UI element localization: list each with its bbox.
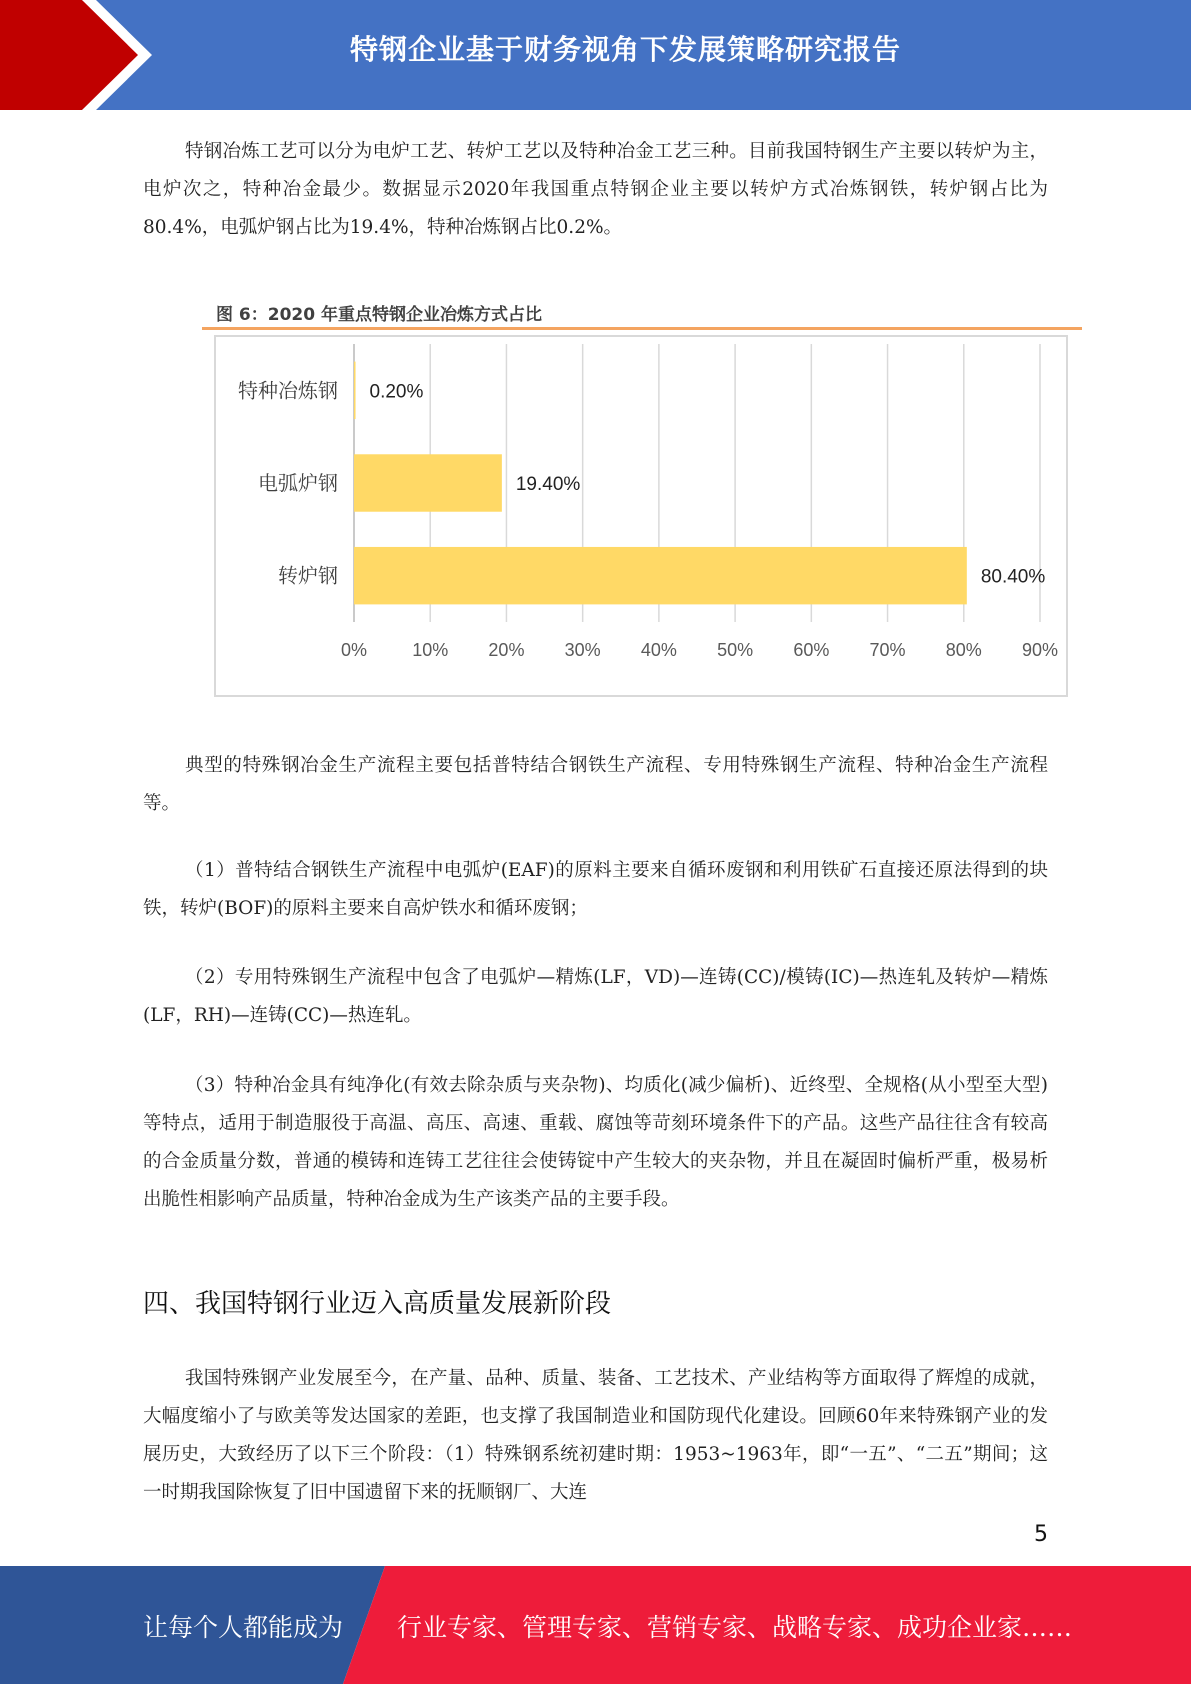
chart-bar bbox=[354, 454, 502, 511]
chart-xtick-label: 80% bbox=[945, 640, 982, 660]
footer-slogan-left: 让每个人都能成为 bbox=[143, 1613, 344, 1642]
chart-bar bbox=[354, 362, 356, 419]
chart-category-label: 转炉钢 bbox=[278, 563, 338, 588]
page-footer bbox=[0, 1566, 1191, 1684]
chart-data-label: 0.20% bbox=[369, 381, 424, 403]
chart-xtick-label: 90% bbox=[1021, 640, 1059, 660]
footer-slogan-right: 行业专家、管理专家、营销专家、战略专家、成功企业家…… bbox=[397, 1613, 1073, 1642]
chart-xtick-label: 70% bbox=[869, 640, 906, 660]
chart-data-label: 19.40% bbox=[515, 474, 581, 495]
paragraph-item-2: （2）专用特殊钢生产流程中包含了电弧炉—精炼(LF，VD)—连铸(CC)/模铸(IC)—热连轧及转炉—精炼(LF，RH)—连铸(CC)—热连轧。 bbox=[143, 967, 1048, 1026]
chart-xtick-label: 20% bbox=[488, 640, 525, 660]
paragraph-history: 我国特殊钢产业发展至今，在产量、品种、质量、装备、工艺技术、产业结构等方面取得了辉煌的成就，大幅度缩小了与欧美等发达国家的差距，也支撑了我国制造业和国防现代化建设。回顾60年来特殊钢产业的发展历史，大致经历了以下三个阶段：（1）特殊钢系统初建时期：1953~1963年，即“一五”、“二五”期间；这一时期我国除恢复了旧中国遗留下来的抚顺钢厂、大连 bbox=[143, 1368, 1048, 1503]
chart-bar bbox=[354, 547, 967, 604]
chart-xtick-label: 60% bbox=[793, 640, 830, 660]
chart-xtick-label: 50% bbox=[717, 640, 754, 660]
chart-data-label: 80.40% bbox=[980, 566, 1046, 588]
paragraph-processes: 典型的特殊钢冶金生产流程主要包括普特结合钢铁生产流程、专用特殊钢生产流程、特种冶金生产流程等。 bbox=[143, 755, 1048, 814]
paragraph-intro: 特钢冶炼工艺可以分为电炉工艺、转炉工艺以及特种冶金工艺三种。目前我国特钢生产主要以转炉为主，电炉次之，特种冶金最少。数据显示2020年我国重点特钢企业主要以转炉方式冶炼钢铁，转炉钢占比为80.4%，电弧炉钢占比为19.4%，特种冶炼钢占比0.2%。 bbox=[143, 141, 1048, 238]
chart-category-label: 特种冶炼钢 bbox=[238, 378, 338, 403]
header-title: 特钢企业基于财务视角下发展策略研究报告 bbox=[349, 33, 901, 66]
chart-xtick-label: 0% bbox=[340, 640, 368, 660]
chart-title: 图 6：2020 年重点特钢企业冶炼方式占比 bbox=[216, 305, 542, 325]
section-heading: 四、我国特钢行业迈入高质量发展新阶段 bbox=[143, 1289, 612, 1319]
chart-xtick-label: 10% bbox=[412, 640, 449, 660]
paragraph-item-3: （3）特种冶金具有纯净化(有效去除杂质与夹杂物)、均质化(减少偏析)、近终型、全规格(从小型至大型)等特点，适用于制造服役于高温、高压、高速、重载、腐蚀等苛刻环境条件下的产品。这些产品往往含有较高的合金质量分数，普通的模铸和连铸工艺往往会使铸锭中产生较大的夹杂物，并且在凝固时偏析严重，极易析出脆性相影响产品质量，特种冶金成为生产该类产品的主要手段。 bbox=[143, 1075, 1048, 1210]
paragraph-item-1: （1）普特结合钢铁生产流程中电弧炉(EAF)的原料主要来自循环废钢和利用铁矿石直接还原法得到的块铁，转炉(BOF)的原料主要来自高炉铁水和循环废钢； bbox=[143, 860, 1048, 919]
page-number: 5 bbox=[1034, 1522, 1048, 1547]
chart-category-label: 电弧炉钢 bbox=[258, 471, 338, 495]
chart-xtick-label: 40% bbox=[640, 640, 677, 660]
chart-plot bbox=[200, 282, 1084, 697]
chart-xtick-label: 30% bbox=[564, 640, 601, 660]
bar-chart bbox=[200, 282, 1084, 697]
page-header bbox=[0, 0, 1191, 110]
